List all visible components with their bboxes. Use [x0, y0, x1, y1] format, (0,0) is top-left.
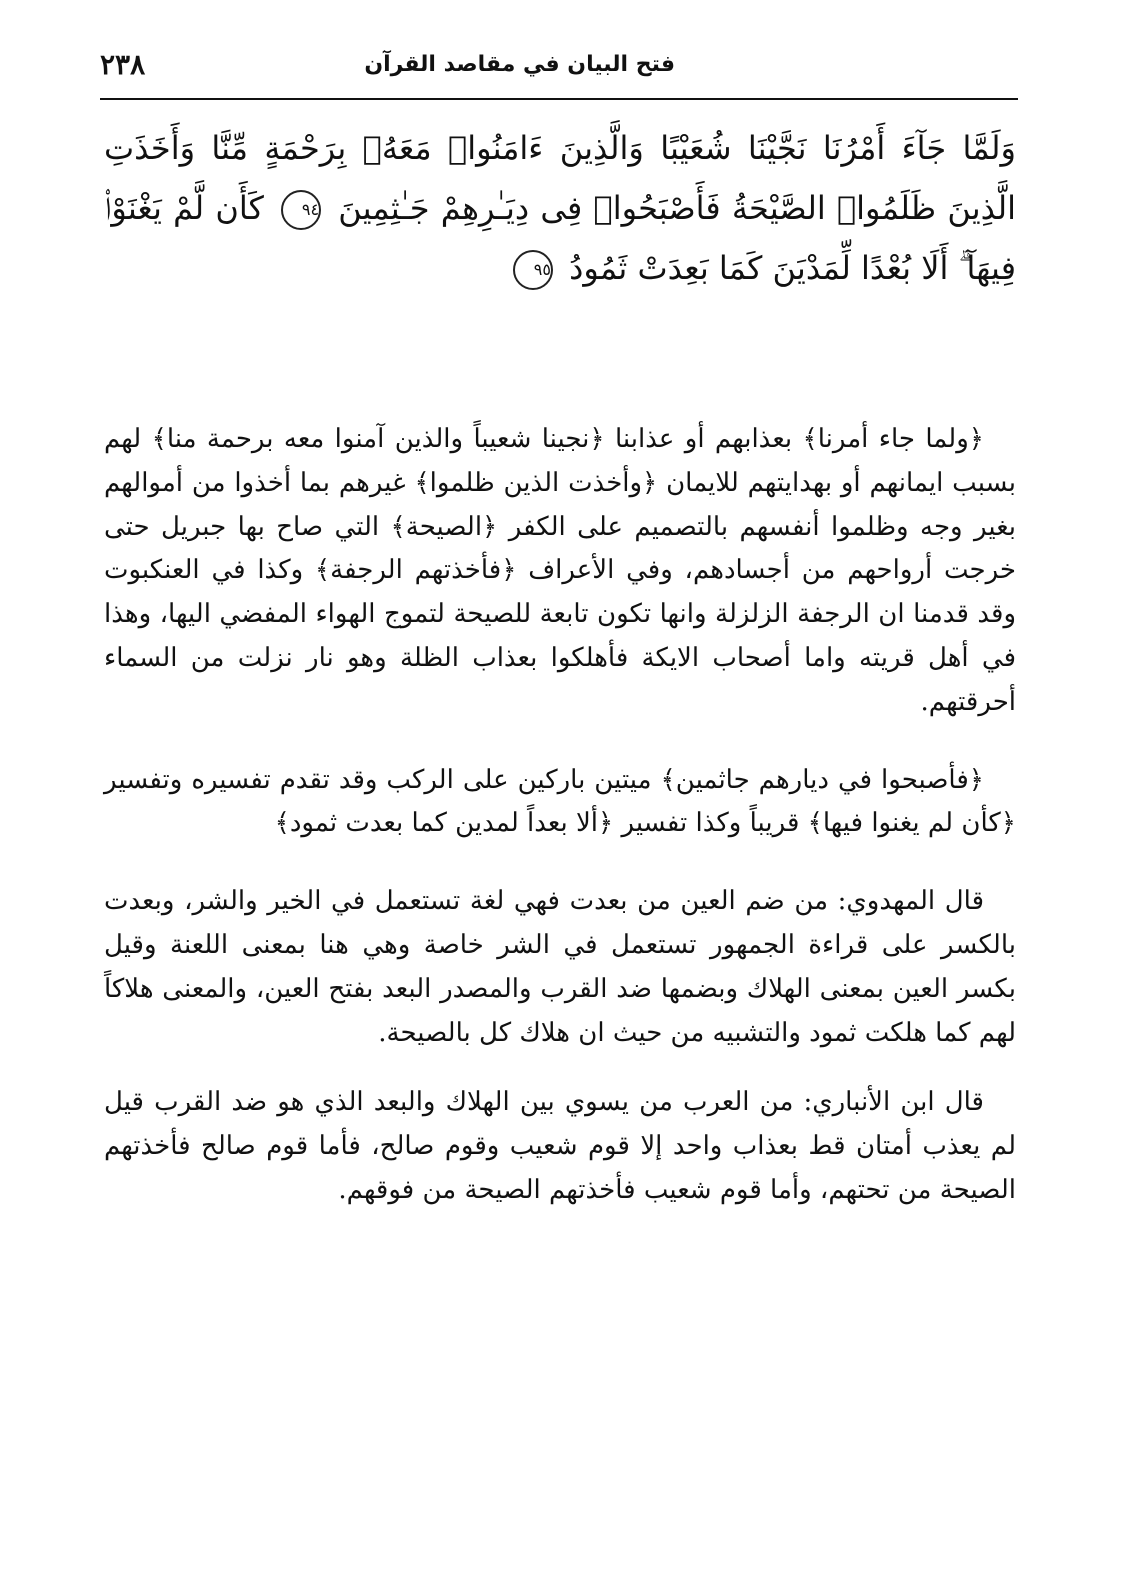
quran-verses — [104, 118, 1016, 298]
running-title: فتح البيان في مقاصد القرآن — [364, 52, 675, 77]
page-header — [100, 44, 1020, 100]
verse-text: وَلَمَّا جَآءَ أَمْرُنَا نَجَّيْنَا شُعَيْبًا وَالَّذِينَ ءَامَنُوا۟ مَعَهُۥ بِرَحْمَةٍ مِّنَّا وَأَخَذَتِ الَّذِينَ ظَلَمُوا۟ الصَّيْحَةُ فَأَصْبَحُوا۟ فِى دِيَـٰرِهِمْ جَـٰثِمِينَ — [104, 129, 1017, 227]
commentary-paragraph: قال المهدوي: من ضم العين من بعدت فهي لغة تستعمل في الخير والشر، وبعدت بالكسر على قراءة الجمهور تستعمل في الشر خاصة وهي هنا بمعنى اللعنة وقيل بكسر العين بمعنى الهلاك وبضمها ضد القرب والمصدر البعد بفتح العين، والمعنى هلاكاً لهم كما هلكت ثمود والتشبيه من حيث ان هلاك كل بالصيحة. — [104, 886, 1016, 1048]
verse-text: كَأَن لَّمْ يَغْنَوْا۟ فِيهَآ ۗ أَلَا بُعْدًا لِّمَدْيَنَ كَمَا بَعِدَتْ ثَمُودُ — [104, 189, 1016, 287]
commentary-paragraph: ﴿ولما جاء أمرنا﴾ بعذابهم أو عذابنا ﴿نجينا شعيباً والذين آمنوا معه برحمة منا﴾ لهم بسبب ايمانهم أو بهدايتهم للايمان ﴿وأخذت الذين ظلموا﴾ غيرهم بما أخذوا من أموالهم بغير وجه وظلموا أنفسهم بالتصميم على الكفر ﴿الصيحة﴾ التي صاح بها جبريل حتى خرجت أرواحهم من أجسادهم، وفي الأعراف ﴿فأخذتهم الرجفة﴾ وكذا في العنكبوت وقد قدمنا ان الرجفة الزلزلة وانها تكون تابعة للصيحة لتموج الهواء المفضي اليها، وهذا في أهل قريته واما أصحاب الايكة فأهلكوا بعذاب الظلة وهو نار نزلت من السماء أحرقتهم. — [104, 424, 1016, 717]
verse-number-marker: ٩٤ — [281, 190, 321, 230]
commentary-body — [104, 418, 1016, 1247]
page-number: ٢٣٨ — [100, 48, 146, 81]
commentary-paragraph: قال ابن الأنباري: من العرب من يسوي بين الهلاك والبعد الذي هو ضد القرب قيل لم يعذب أمتان قط بعذاب واحد إلا قوم شعيب وقوم صالح، فأما قوم صالح فأخذتهم الصيحة من تحتهم، وأما قوم شعيب فأخذتهم الصيحة من فوقهم. — [104, 1087, 1016, 1205]
verse-number-marker: ٩٥ — [513, 250, 553, 290]
header-rule — [100, 98, 1018, 100]
commentary-paragraph: ﴿فأصبحوا في ديارهم جاثمين﴾ ميتين باركين على الركب وقد تقدم تفسيره وتفسير ﴿كأن لم يغنوا فيها﴾ قريباً وكذا تفسير ﴿ألا بعداً لمدين كما بعدت ثمود﴾ — [104, 764, 1016, 839]
